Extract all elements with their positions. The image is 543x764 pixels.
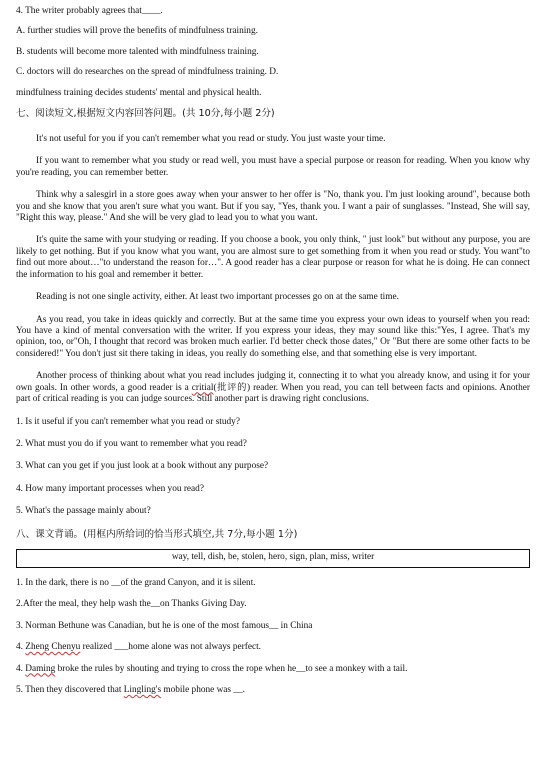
- question-3: 3. What can you get if you just look at a book without any purpose?: [16, 461, 269, 472]
- prev-option-b: B. students will become more talented with mindfulness training.: [16, 46, 259, 57]
- fill-sentence-4: 4. Zheng Chenyu realized ___home alone was not always perfect.: [16, 642, 261, 653]
- fill-sentence-1: 1. In the dark, there is no __of the grand Canyon, and it is silent.: [16, 577, 256, 588]
- question-2: 2. What must you do if you want to remember what you read?: [16, 438, 247, 449]
- passage-paragraph-5: Reading is not one single activity, either. At least two important processes go on at the same time.: [36, 292, 399, 303]
- fill-sentence-3: 3. Norman Bethune was Canadian, but he is one of the most famous__ in China: [16, 620, 313, 631]
- name-zheng-chenyu: Zheng Chenyu: [25, 642, 81, 653]
- passage-paragraph-2: If you want to remember what you study or read well, you must have a special purpose or reason for reading. When you know why you're reading, you can remember better.: [16, 156, 530, 178]
- passage-paragraph-3: Think why a salesgirl in a store goes away when your answer to her offer is "No, thank you. I'm just looking around", because both you and she know that you aren't sure what you want. But if you say, "Yes, thank you. I want a pair of sunglasses. "Instead, She will say, "Right this way, please." And she will be very glad to lead you to what you want.: [16, 190, 530, 224]
- fill-sentence-6-b: mobile phone was __.: [161, 684, 245, 695]
- section7-heading: 七、阅读短文,根据短文内容回答问题。(共 10分,每小题 2分): [16, 108, 275, 120]
- question-5: 5. What's the passage mainly about?: [16, 506, 151, 517]
- passage-paragraph-7: [16, 371, 530, 405]
- fill-sentence-5: 4. Daming broke the rules by shouting and trying to cross the rope when he__to see a monkey with a tail.: [16, 663, 408, 674]
- p7-gloss: (批评的): [213, 382, 251, 393]
- worksheet-page: [16, 6, 530, 706]
- prev-option-c: C. doctors will do researches on the spread of mindfulness training. D.: [16, 67, 279, 78]
- question-1: 1. Is it useful if you can't remember what you read or study?: [16, 416, 240, 427]
- fill-sentence-6: [16, 685, 530, 696]
- p7-word: critial: [191, 382, 214, 393]
- word-box: way, tell, dish, be, stolen, hero, sign, plan, miss, writer: [16, 549, 530, 567]
- prev-option-a: A. further studies will prove the benefits of mindfulness training.: [16, 26, 258, 37]
- name-daming: Daming: [25, 663, 56, 674]
- name-lingling: Lingling's: [123, 684, 162, 695]
- prev-question-stem: 4. The writer probably agrees that____.: [16, 6, 163, 16]
- p7-text-a: Another process of thinking about what you read includes judging it, connecting it to what you already know, and using it for your own goals. In other words, a good reader is a: [16, 371, 530, 393]
- fill-sentence-4-rest: realized ___home alone was not always perfect.: [80, 642, 261, 653]
- prev-option-d: mindfulness training decides students' mental and physical health.: [16, 87, 262, 98]
- p7-text-b: reader. When you read, you can tell between facts and opinions. Another part of critical reading is you can judge sources. Still another part is drawing right conclusions.: [16, 382, 530, 405]
- question-4: 4. How many important processes when you read?: [16, 483, 204, 494]
- fill-sentence-2: 2.After the meal, they help wash the__on Thanks Giving Day.: [16, 599, 247, 610]
- fill-sentence-6-a: 5. Then they discovered that: [16, 684, 124, 695]
- passage-paragraph-6: As you read, you take in ideas quickly and correctly. But at the same time you express your own ideas to yourself when you read: You have a kind of mental conversation with the writer. If you express your ideas, they may sound like this:"Yes, I agree. That's my opinion, too, or"Oh, I thought that record was broken much earlier. I'd better check those dates," Or "But there are some other facts to be considered!" You don't just sit there taking in ideas, you really do something else, and that something else is very important.: [16, 314, 530, 359]
- passage-paragraph-1: It's not useful for you if you can't remember what you read or study. You just waste your time.: [36, 133, 386, 144]
- section8-heading: 八、课文背诵。(用框内所给词的恰当形式填空,共 7分,每小题 1分): [16, 528, 298, 540]
- passage-paragraph-4: It's quite the same with your studying or reading. If you choose a book, you only think, " just look" but without any purpose, you are likely to get nothing. But if you know what you want, you are almost sure to get something from it when you read or study. You want"to find out more about…"to understand the reason for…". A good reader has a clear purpose or reason for what he is doing. He can connect the information to his goal and remember it better.: [16, 235, 530, 280]
- fill-sentence-5-rest: broke the rules by shouting and trying to cross the rope when he__to see a monkey with a tail.: [55, 663, 408, 674]
